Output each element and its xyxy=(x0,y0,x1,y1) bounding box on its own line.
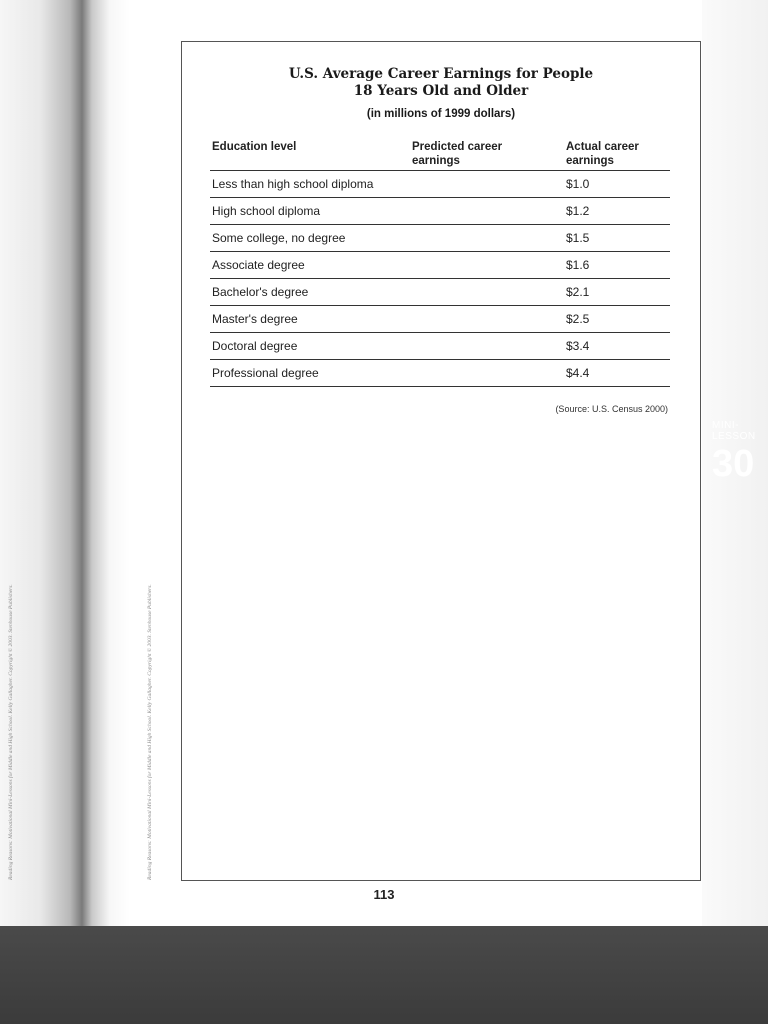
book-spine-shadow xyxy=(0,0,130,926)
actual-cell: $1.5 xyxy=(564,225,670,252)
tab-label: MINI-LESSON xyxy=(712,420,756,442)
table-row xyxy=(210,279,670,306)
actual-cell: $1.2 xyxy=(564,198,670,225)
title-line-1: U.S. Average Career Earnings for People xyxy=(288,66,594,82)
header-actual-line-1: Actual career xyxy=(566,141,639,153)
education-level-cell: Master's degree xyxy=(210,306,410,333)
table-row xyxy=(210,306,670,333)
header-actual-line-2: earnings xyxy=(566,155,614,167)
scan-background xyxy=(0,926,768,1024)
education-level-cell: Less than high school diploma xyxy=(210,171,410,198)
source-note: (Source: U.S. Census 2000) xyxy=(555,404,668,414)
header-predicted-line-2: earnings xyxy=(412,155,460,167)
predicted-cell xyxy=(410,225,564,252)
table-subtitle: (in millions of 1999 dollars) xyxy=(366,108,516,120)
predicted-cell xyxy=(410,198,564,225)
education-level-cell: Doctoral degree xyxy=(210,333,410,360)
education-level-cell: Professional degree xyxy=(210,360,410,387)
education-level-cell: Associate degree xyxy=(210,252,410,279)
predicted-cell xyxy=(410,171,564,198)
header-predicted xyxy=(410,137,564,171)
table-row xyxy=(210,198,670,225)
table-row xyxy=(210,171,670,198)
mini-lesson-tab xyxy=(712,420,768,490)
page-number: 113 xyxy=(373,887,395,902)
predicted-cell xyxy=(410,360,564,387)
predicted-cell xyxy=(410,279,564,306)
tab-number: 30 xyxy=(712,443,755,485)
table-row xyxy=(210,225,670,252)
education-level-cell: Some college, no degree xyxy=(210,225,410,252)
actual-cell: $2.1 xyxy=(564,279,670,306)
education-level-cell: Bachelor's degree xyxy=(210,279,410,306)
left-page-copyright: Reading Reasons: Motivational Mini-Lessons for Middle and High School. Kelly Gallagher. Copyright © 2003. Stenhouse Publishers. xyxy=(8,584,14,880)
predicted-cell xyxy=(410,252,564,279)
actual-cell: $3.4 xyxy=(564,333,670,360)
actual-cell: $4.4 xyxy=(564,360,670,387)
header-education-level: Education level xyxy=(210,137,410,171)
table-row xyxy=(210,252,670,279)
actual-cell: $2.5 xyxy=(564,306,670,333)
actual-cell: $1.0 xyxy=(564,171,670,198)
earnings-table xyxy=(210,137,670,387)
copyright-notice: Reading Reasons: Motivational Mini-Lessons for Middle and High School. Kelly Gallagher. Copyright © 2003. Stenhouse Publishers. xyxy=(147,584,153,880)
table-frame xyxy=(181,41,701,881)
predicted-cell xyxy=(410,306,564,333)
education-level-cell: High school diploma xyxy=(210,198,410,225)
header-row xyxy=(210,137,670,171)
header-actual xyxy=(564,137,670,171)
predicted-cell xyxy=(410,333,564,360)
table-title xyxy=(182,66,700,100)
header-predicted-line-1: Predicted career xyxy=(412,141,503,153)
title-line-2: 18 Years Old and Older xyxy=(353,83,529,99)
actual-cell: $1.6 xyxy=(564,252,670,279)
table-row xyxy=(210,360,670,387)
table-row xyxy=(210,333,670,360)
